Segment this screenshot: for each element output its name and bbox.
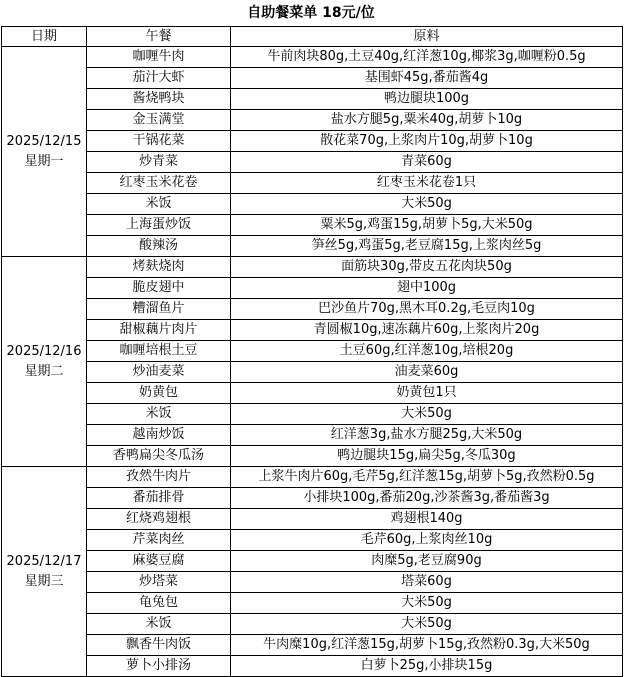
ingredients-cell: 毛芹60g,上浆肉丝10g [231, 530, 623, 551]
ingredients-cell: 笋丝5g,鸡蛋5g,老豆腐15g,上浆肉丝5g [231, 236, 623, 257]
table-row [2, 446, 623, 467]
ingredients-cell: 小排块100g,番茄20g,沙茶酱3g,番茄酱3g [231, 488, 623, 509]
table-row [2, 509, 623, 530]
dish-cell: 甜椒藕片肉片 [87, 320, 231, 341]
dish-cell: 酸辣汤 [87, 236, 231, 257]
table-row [2, 68, 623, 89]
ingredients-cell: 鸭边腿块100g [231, 89, 623, 110]
dish-cell: 龟兔包 [87, 593, 231, 614]
table-row [2, 656, 623, 677]
menu-table [1, 26, 623, 677]
table-row [2, 635, 623, 656]
table-row [2, 572, 623, 593]
dish-cell: 干锅花菜 [87, 131, 231, 152]
table-row [2, 530, 623, 551]
date-cell [2, 257, 87, 467]
ingredients-cell: 大米50g [231, 593, 623, 614]
table-row [2, 320, 623, 341]
ingredients-cell: 散花菜70g,上浆肉片10g,胡萝卜10g [231, 131, 623, 152]
dish-cell: 芹菜肉丝 [87, 530, 231, 551]
table-row [2, 131, 623, 152]
table-row [2, 404, 623, 425]
dish-cell: 萝卜小排汤 [87, 656, 231, 677]
table-row [2, 593, 623, 614]
date-cell [2, 467, 87, 677]
dish-cell: 炒油麦菜 [87, 362, 231, 383]
dish-cell: 金玉满堂 [87, 110, 231, 131]
dish-cell: 茄汁大虾 [87, 68, 231, 89]
menu-title: 自助餐菜单 18元/位 [247, 5, 375, 21]
ingredients-cell: 红洋葱3g,盐水方腿25g,大米50g [231, 425, 623, 446]
table-row [2, 257, 623, 278]
dish-cell: 红烧鸡翅根 [87, 509, 231, 530]
dish-cell: 咖喱牛肉 [87, 47, 231, 68]
ingredients-cell: 大米50g [231, 404, 623, 425]
weekday-text: 星期二 [24, 363, 64, 379]
ingredients-cell: 塔菜60g [231, 572, 623, 593]
dish-cell: 米饭 [87, 194, 231, 215]
table-row [2, 383, 623, 404]
dish-cell: 米饭 [87, 404, 231, 425]
table-row [2, 173, 623, 194]
table-row [2, 215, 623, 236]
table-row [2, 467, 623, 488]
header-lunch: 午餐 [87, 27, 231, 47]
ingredients-cell: 青圆椒10g,速冻藕片60g,上浆肉片20g [231, 320, 623, 341]
table-row [2, 278, 623, 299]
table-row [2, 551, 623, 572]
ingredients-cell: 土豆60g,红洋葱10g,培根20g [231, 341, 623, 362]
dish-cell: 米饭 [87, 614, 231, 635]
ingredients-cell: 粟米5g,鸡蛋15g,胡萝卜5g,大米50g [231, 215, 623, 236]
dish-cell: 孜然牛肉片 [87, 467, 231, 488]
dish-cell: 咖喱培根土豆 [87, 341, 231, 362]
header-date: 日期 [2, 27, 87, 47]
dish-cell: 番茄排骨 [87, 488, 231, 509]
date-cell [2, 47, 87, 257]
date-text: 2025/12/15 [6, 133, 82, 149]
ingredients-cell: 青菜60g [231, 152, 623, 173]
ingredients-cell: 盐水方腿5g,粟米40g,胡萝卜10g [231, 110, 623, 131]
ingredients-cell: 大米50g [231, 194, 623, 215]
dish-cell: 奶黄包 [87, 383, 231, 404]
dish-cell: 红枣玉米花卷 [87, 173, 231, 194]
weekday-text: 星期一 [24, 153, 64, 169]
ingredients-cell: 牛前肉块80g,土豆40g,红洋葱10g,椰浆3g,咖喱粉0.5g [231, 47, 623, 68]
ingredients-cell: 上浆牛肉片60g,毛芹5g,红洋葱15g,胡萝卜5g,孜然粉0.5g [231, 467, 623, 488]
ingredients-cell: 红枣玉米花卷1只 [231, 173, 623, 194]
table-row [2, 341, 623, 362]
ingredients-cell: 面筋块30g,带皮五花肉块50g [231, 257, 623, 278]
ingredients-cell: 鸭边腿块15g,扁尖5g,冬瓜30g [231, 446, 623, 467]
ingredients-cell: 大米50g [231, 614, 623, 635]
table-row [2, 614, 623, 635]
table-row [2, 110, 623, 131]
ingredients-cell: 牛肉糜10g,红洋葱15g,胡萝卜15g,孜然粉0.3g,大米50g [231, 635, 623, 656]
weekday-text: 星期三 [24, 573, 64, 589]
dish-cell: 飘香牛肉饭 [87, 635, 231, 656]
ingredients-cell: 油麦菜60g [231, 362, 623, 383]
table-row [2, 194, 623, 215]
table-row [2, 488, 623, 509]
dish-cell: 越南炒饭 [87, 425, 231, 446]
table-row [2, 152, 623, 173]
dish-cell: 糟溜鱼片 [87, 299, 231, 320]
ingredients-cell: 翅中100g [231, 278, 623, 299]
dish-cell: 酱烧鸭块 [87, 89, 231, 110]
ingredients-cell: 肉糜5g,老豆腐90g [231, 551, 623, 572]
dish-cell: 麻婆豆腐 [87, 551, 231, 572]
table-row [2, 236, 623, 257]
table-row [2, 89, 623, 110]
dish-cell: 香鸭扁尖冬瓜汤 [87, 446, 231, 467]
header-ingredients: 原料 [231, 27, 623, 47]
date-text: 2025/12/17 [6, 553, 82, 569]
ingredients-cell: 奶黄包1只 [231, 383, 623, 404]
dish-cell: 上海蛋炒饭 [87, 215, 231, 236]
table-row [2, 362, 623, 383]
date-text: 2025/12/16 [6, 343, 82, 359]
menu-body [2, 47, 623, 677]
ingredients-cell: 鸡翅根140g [231, 509, 623, 530]
dish-cell: 烤麸烧肉 [87, 257, 231, 278]
dish-cell: 炒青菜 [87, 152, 231, 173]
dish-cell: 炒塔菜 [87, 572, 231, 593]
dish-cell: 脆皮翅中 [87, 278, 231, 299]
header-row [2, 27, 623, 47]
table-row [2, 425, 623, 446]
ingredients-cell: 基围虾45g,番茄酱4g [231, 68, 623, 89]
table-row [2, 47, 623, 68]
ingredients-cell: 白萝卜25g,小排块15g [231, 656, 623, 677]
ingredients-cell: 巴沙鱼片70g,黑木耳0.2g,毛豆肉10g [231, 299, 623, 320]
table-row [2, 299, 623, 320]
